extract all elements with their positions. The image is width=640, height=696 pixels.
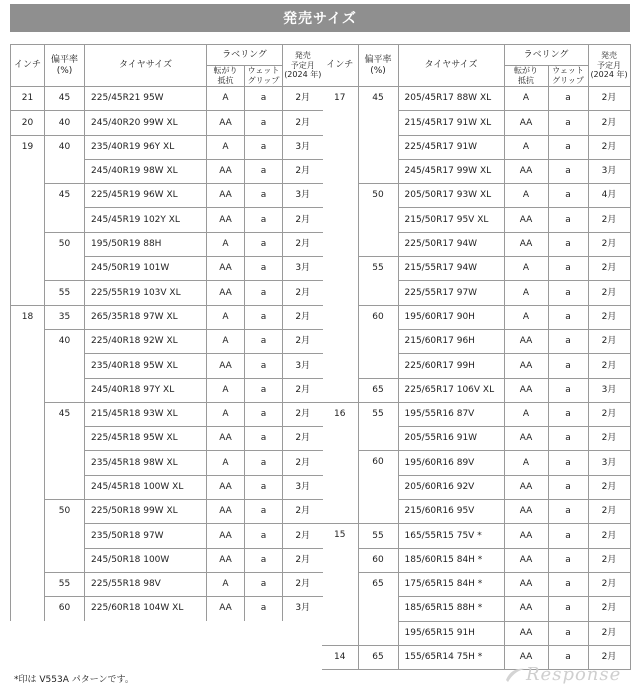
rolling-resistance-cell: A: [504, 305, 548, 329]
tire-size-cell: 225/55R18 98V: [85, 572, 207, 596]
tire-size-cell: 225/45R19 96W XL: [85, 184, 207, 208]
ratio-cell: 55: [358, 524, 398, 548]
release-month-cell: 4月: [588, 184, 630, 208]
rolling-resistance-cell: A: [504, 257, 548, 281]
tire-size-cell: 205/50R17 93W XL: [398, 184, 504, 208]
table-row: [11, 232, 323, 256]
table-row: [322, 87, 630, 111]
inch-cell: 14: [322, 645, 358, 669]
wet-grip-cell: a: [245, 184, 283, 208]
inch-cell: 20: [11, 111, 45, 135]
ratio-cell: 50: [358, 184, 398, 257]
rolling-resistance-cell: AA: [207, 184, 245, 208]
rolling-resistance-cell: A: [207, 232, 245, 256]
wet-grip-cell: a: [548, 378, 588, 402]
wet-grip-cell: a: [245, 305, 283, 329]
tire-size-cell: 195/50R19 88H: [85, 232, 207, 256]
wet-grip-cell: a: [245, 597, 283, 621]
rolling-resistance-cell: AA: [504, 354, 548, 378]
wet-grip-cell: a: [245, 135, 283, 159]
rolling-resistance-cell: AA: [504, 427, 548, 451]
rolling-resistance-cell: A: [504, 402, 548, 426]
rolling-resistance-cell: A: [207, 305, 245, 329]
tire-size-cell: 225/50R17 94W: [398, 232, 504, 256]
header-labeling: ラベリング: [207, 45, 283, 66]
wet-grip-cell: a: [548, 451, 588, 475]
wet-grip-cell: a: [245, 475, 283, 499]
rolling-resistance-cell: A: [207, 378, 245, 402]
table-row: [11, 184, 323, 208]
header-release: 発売 予定月 (2024 年): [283, 45, 323, 87]
rolling-resistance-cell: AA: [504, 329, 548, 353]
response-logo: [512, 664, 622, 688]
tire-size-cell: 185/60R15 84H *: [398, 548, 504, 572]
header-release: 発売 予定月 (2024 年): [588, 45, 630, 87]
header-tire-size: タイヤサイズ: [398, 45, 504, 87]
release-month-cell: 3月: [283, 257, 323, 281]
rolling-resistance-cell: A: [207, 135, 245, 159]
header-row: [322, 45, 630, 66]
release-month-cell: 2月: [283, 548, 323, 572]
rolling-resistance-cell: AA: [207, 208, 245, 232]
header-labeling: ラベリング: [504, 45, 588, 66]
table-row: [322, 378, 630, 402]
rolling-resistance-cell: AA: [504, 500, 548, 524]
tire-size-table-right: [322, 44, 631, 670]
release-month-cell: 2月: [588, 208, 630, 232]
tire-size-cell: 245/45R17 99W XL: [398, 159, 504, 183]
rolling-resistance-cell: AA: [207, 257, 245, 281]
footnote: *印は V553A パターンです。: [14, 675, 134, 685]
ratio-cell: 50: [45, 232, 85, 281]
wet-grip-cell: a: [548, 111, 588, 135]
tire-size-cell: 245/50R19 101W: [85, 257, 207, 281]
tire-size-cell: 215/60R17 96H: [398, 329, 504, 353]
inch-cell: 21: [11, 87, 45, 111]
tire-size-cell: 195/60R17 90H: [398, 305, 504, 329]
rolling-resistance-cell: AA: [504, 378, 548, 402]
tire-size-cell: 205/45R17 88W XL: [398, 87, 504, 111]
wet-grip-cell: a: [548, 305, 588, 329]
tire-size-cell: 245/45R19 102Y XL: [85, 208, 207, 232]
wet-grip-cell: a: [548, 232, 588, 256]
header-row: [11, 45, 323, 66]
wet-grip-cell: a: [548, 184, 588, 208]
wet-grip-cell: a: [548, 572, 588, 596]
ratio-cell: 60: [358, 451, 398, 524]
tire-size-cell: 225/40R18 92W XL: [85, 329, 207, 353]
rolling-resistance-cell: A: [504, 135, 548, 159]
ratio-cell: 40: [45, 111, 85, 135]
release-month-cell: 2月: [588, 572, 630, 596]
rolling-resistance-cell: AA: [504, 524, 548, 548]
header-inch: インチ: [322, 45, 358, 87]
table-row: [11, 87, 323, 111]
tire-size-cell: 235/40R18 95W XL: [85, 354, 207, 378]
release-month-cell: 2月: [588, 645, 630, 669]
wet-grip-cell: a: [245, 572, 283, 596]
rolling-resistance-cell: AA: [504, 111, 548, 135]
wet-grip-cell: a: [548, 402, 588, 426]
tire-size-cell: 215/55R17 94W: [398, 257, 504, 281]
release-month-cell: 3月: [283, 475, 323, 499]
wet-grip-cell: a: [548, 645, 588, 669]
ratio-cell: 35: [45, 305, 85, 329]
wet-grip-cell: a: [548, 257, 588, 281]
ratio-cell: 40: [45, 135, 85, 184]
wet-grip-cell: a: [245, 329, 283, 353]
rolling-resistance-cell: AA: [504, 548, 548, 572]
table-row: [11, 329, 323, 353]
wet-grip-cell: a: [548, 135, 588, 159]
rolling-resistance-cell: AA: [207, 597, 245, 621]
tire-size-cell: 195/60R16 89V: [398, 451, 504, 475]
inch-cell: 17: [322, 87, 358, 403]
ratio-cell: 55: [358, 257, 398, 306]
tire-size-cell: 165/55R15 75V *: [398, 524, 504, 548]
release-month-cell: 2月: [283, 111, 323, 135]
table-row: [11, 111, 323, 135]
rolling-resistance-cell: A: [504, 184, 548, 208]
ratio-cell: 45: [45, 184, 85, 233]
header-ratio: 偏平率 (%): [358, 45, 398, 87]
table-row: [322, 524, 630, 548]
tire-size-cell: 225/60R17 99H: [398, 354, 504, 378]
release-month-cell: 2月: [588, 329, 630, 353]
ratio-cell: 40: [45, 329, 85, 402]
tire-size-cell: 225/45R17 91W: [398, 135, 504, 159]
wet-grip-cell: a: [548, 354, 588, 378]
release-month-cell: 2月: [283, 402, 323, 426]
rolling-resistance-cell: AA: [207, 427, 245, 451]
wet-grip-cell: a: [245, 378, 283, 402]
ratio-cell: 45: [358, 87, 398, 184]
header-wet-grip: ウェット グリップ: [245, 66, 283, 87]
wet-grip-cell: a: [548, 281, 588, 305]
wet-grip-cell: a: [548, 208, 588, 232]
wet-grip-cell: a: [548, 159, 588, 183]
ratio-cell: 60: [45, 597, 85, 621]
rolling-resistance-cell: A: [207, 329, 245, 353]
tire-size-cell: 245/40R18 97Y XL: [85, 378, 207, 402]
table-row: [322, 548, 630, 572]
tire-size-cell: 205/55R16 91W: [398, 427, 504, 451]
release-month-cell: 2月: [588, 257, 630, 281]
release-month-cell: 2月: [588, 232, 630, 256]
tire-size-cell: 225/45R18 95W XL: [85, 427, 207, 451]
rolling-resistance-cell: A: [207, 402, 245, 426]
release-month-cell: 2月: [588, 87, 630, 111]
release-month-cell: 2月: [283, 305, 323, 329]
release-month-cell: 2月: [283, 451, 323, 475]
rolling-resistance-cell: AA: [207, 159, 245, 183]
wet-grip-cell: a: [245, 402, 283, 426]
rolling-resistance-cell: AA: [504, 208, 548, 232]
table-row: [11, 305, 323, 329]
release-month-cell: 3月: [295, 603, 311, 614]
wet-grip-cell: a: [548, 524, 588, 548]
ratio-cell: 45: [45, 402, 85, 499]
release-month-cell: 2月: [283, 329, 323, 353]
release-month-cell: 2月: [588, 597, 630, 621]
ratio-cell: 60: [358, 305, 398, 378]
ratio-cell: 65: [358, 645, 398, 669]
release-month-cell: 3月: [588, 159, 630, 183]
wet-grip-cell: a: [245, 500, 283, 524]
tire-size-cell: 265/35R18 97W XL: [85, 305, 207, 329]
header-ratio: 偏平率 (%): [45, 45, 85, 87]
tire-size-cell: 245/40R20 99W XL: [85, 111, 207, 135]
release-month-cell: 3月: [283, 184, 323, 208]
release-month-cell: 2月: [588, 111, 630, 135]
rolling-resistance-cell: AA: [504, 475, 548, 499]
wet-grip-cell: a: [245, 354, 283, 378]
wet-grip-cell: a: [548, 475, 588, 499]
release-month-cell: 3月: [283, 135, 323, 159]
release-month-cell: 2月: [588, 500, 630, 524]
rolling-resistance-cell: AA: [207, 475, 245, 499]
tire-size-cell: 225/55R19 103V XL: [85, 281, 207, 305]
rolling-resistance-cell: A: [207, 451, 245, 475]
page-title: 発売サイズ: [10, 4, 630, 32]
wet-grip-cell: a: [548, 621, 588, 645]
ratio-cell: 60: [358, 548, 398, 572]
release-month-cell: 2月: [283, 572, 323, 596]
tire-size-cell: 235/45R18 98W XL: [85, 451, 207, 475]
table-row: [322, 305, 630, 329]
table-row: [11, 402, 323, 426]
table-row: [11, 597, 323, 621]
rolling-resistance-cell: AA: [504, 232, 548, 256]
rolling-resistance-cell: A: [207, 572, 245, 596]
tire-size-cell: 175/65R15 84H *: [398, 572, 504, 596]
wet-grip-cell: a: [245, 232, 283, 256]
wet-grip-cell: a: [548, 500, 588, 524]
tire-size-cell: 215/50R17 95V XL: [398, 208, 504, 232]
rolling-resistance-cell: AA: [207, 111, 245, 135]
inch-cell: 19: [11, 135, 45, 305]
tire-size-cell: 245/50R18 100W: [85, 548, 207, 572]
tire-size-cell: 195/65R15 91H: [398, 621, 504, 645]
ratio-cell: 45: [45, 87, 85, 111]
rolling-resistance-cell: AA: [207, 500, 245, 524]
release-month-cell: 2月: [588, 135, 630, 159]
rolling-resistance-cell: A: [504, 87, 548, 111]
wet-grip-cell: a: [245, 159, 283, 183]
wet-grip-cell: a: [245, 257, 283, 281]
rolling-resistance-cell: AA: [504, 645, 548, 669]
table-row: [322, 402, 630, 426]
release-month-cell: 3月: [588, 378, 630, 402]
tire-size-cell: 225/60R18 104W XL: [85, 597, 207, 621]
tire-size-cell: 185/65R15 88H *: [398, 597, 504, 621]
tire-size-cell: 205/60R16 92V: [398, 475, 504, 499]
tire-size-cell: 195/55R16 87V: [398, 402, 504, 426]
release-month-cell: 2月: [283, 500, 323, 524]
release-month-cell: 2月: [588, 402, 630, 426]
release-month-cell: 3月: [283, 354, 323, 378]
rolling-resistance-cell: AA: [504, 159, 548, 183]
tire-size-cell: 225/45R21 95W: [85, 87, 207, 111]
tire-size-cell: 225/55R17 97W: [398, 281, 504, 305]
release-month-cell: 2月: [588, 621, 630, 645]
inch-cell: 18: [11, 305, 45, 620]
logo-text: Response: [526, 664, 622, 685]
tire-size-table-left: [10, 44, 323, 621]
tire-size-cell: 215/45R18 93W XL: [85, 402, 207, 426]
rolling-resistance-cell: AA: [207, 524, 245, 548]
wet-grip-cell: a: [548, 329, 588, 353]
release-month-cell: 2月: [588, 427, 630, 451]
release-month-cell: 2月: [283, 281, 323, 305]
tire-size-cell: 245/45R18 100W XL: [85, 475, 207, 499]
release-month-cell: 2月: [588, 475, 630, 499]
wet-grip-cell: a: [548, 427, 588, 451]
ratio-cell: 55: [358, 402, 398, 451]
release-month-cell: 2月: [283, 159, 323, 183]
header-rolling-resistance: 転がり 抵抗: [207, 66, 245, 87]
header-rolling-resistance: 転がり 抵抗: [504, 66, 548, 87]
release-month-cell: 2月: [283, 232, 323, 256]
inch-cell: 16: [322, 402, 358, 523]
table-row: [11, 281, 323, 305]
rolling-resistance-cell: AA: [504, 621, 548, 645]
release-month-cell: 2月: [588, 548, 630, 572]
swoosh-icon: [504, 666, 526, 684]
release-month-cell: 2月: [283, 87, 323, 111]
rolling-resistance-cell: A: [207, 87, 245, 111]
table-row: [322, 184, 630, 208]
rolling-resistance-cell: AA: [207, 354, 245, 378]
header-inch: インチ: [11, 45, 45, 87]
tire-size-cell: 235/50R18 97W: [85, 524, 207, 548]
tire-size-cell: 225/65R17 106V XL: [398, 378, 504, 402]
rolling-resistance-cell: AA: [207, 548, 245, 572]
table-row: [322, 572, 630, 596]
release-month-cell: 2月: [588, 354, 630, 378]
rolling-resistance-cell: AA: [504, 572, 548, 596]
table-row: [11, 500, 323, 524]
release-month-cell: 2月: [283, 427, 323, 451]
wet-grip-cell: a: [245, 87, 283, 111]
release-month-cell: 2月: [283, 524, 323, 548]
tire-size-cell: 155/65R14 75H *: [398, 645, 504, 669]
inch-cell: 15: [322, 524, 358, 645]
rolling-resistance-cell: A: [504, 451, 548, 475]
tire-size-cell: 235/40R19 96Y XL: [85, 135, 207, 159]
tire-size-cell: 225/50R18 99W XL: [85, 500, 207, 524]
table-row: [11, 572, 323, 596]
release-month-cell: 2月: [283, 208, 323, 232]
tire-size-cell: 245/40R19 98W XL: [85, 159, 207, 183]
rolling-resistance-cell: AA: [504, 597, 548, 621]
release-month-cell: 3月: [588, 451, 630, 475]
wet-grip-cell: a: [245, 111, 283, 135]
wet-grip-cell: a: [245, 524, 283, 548]
ratio-cell: 65: [358, 572, 398, 645]
table-row: [322, 257, 630, 281]
wet-grip-cell: a: [548, 548, 588, 572]
release-month-cell: 2月: [588, 281, 630, 305]
tire-size-cell: 215/60R16 95V: [398, 500, 504, 524]
rolling-resistance-cell: A: [504, 281, 548, 305]
ratio-cell: 55: [45, 281, 85, 305]
ratio-cell: 50: [45, 500, 85, 573]
tire-size-cell: 215/45R17 91W XL: [398, 111, 504, 135]
wet-grip-cell: a: [548, 597, 588, 621]
wet-grip-cell: a: [245, 451, 283, 475]
header-tire-size: タイヤサイズ: [85, 45, 207, 87]
table-row: [322, 451, 630, 475]
release-month-cell: 2月: [588, 305, 630, 329]
ratio-cell: 65: [358, 378, 398, 402]
rolling-resistance-cell: AA: [207, 281, 245, 305]
wet-grip-cell: a: [245, 548, 283, 572]
table-row: [11, 135, 323, 159]
wet-grip-cell: a: [548, 87, 588, 111]
wet-grip-cell: a: [245, 427, 283, 451]
release-month-cell: 2月: [588, 524, 630, 548]
ratio-cell: 55: [45, 572, 85, 596]
wet-grip-cell: a: [245, 208, 283, 232]
header-wet-grip: ウェット グリップ: [548, 66, 588, 87]
release-month-cell: 2月: [283, 378, 323, 402]
wet-grip-cell: a: [245, 281, 283, 305]
